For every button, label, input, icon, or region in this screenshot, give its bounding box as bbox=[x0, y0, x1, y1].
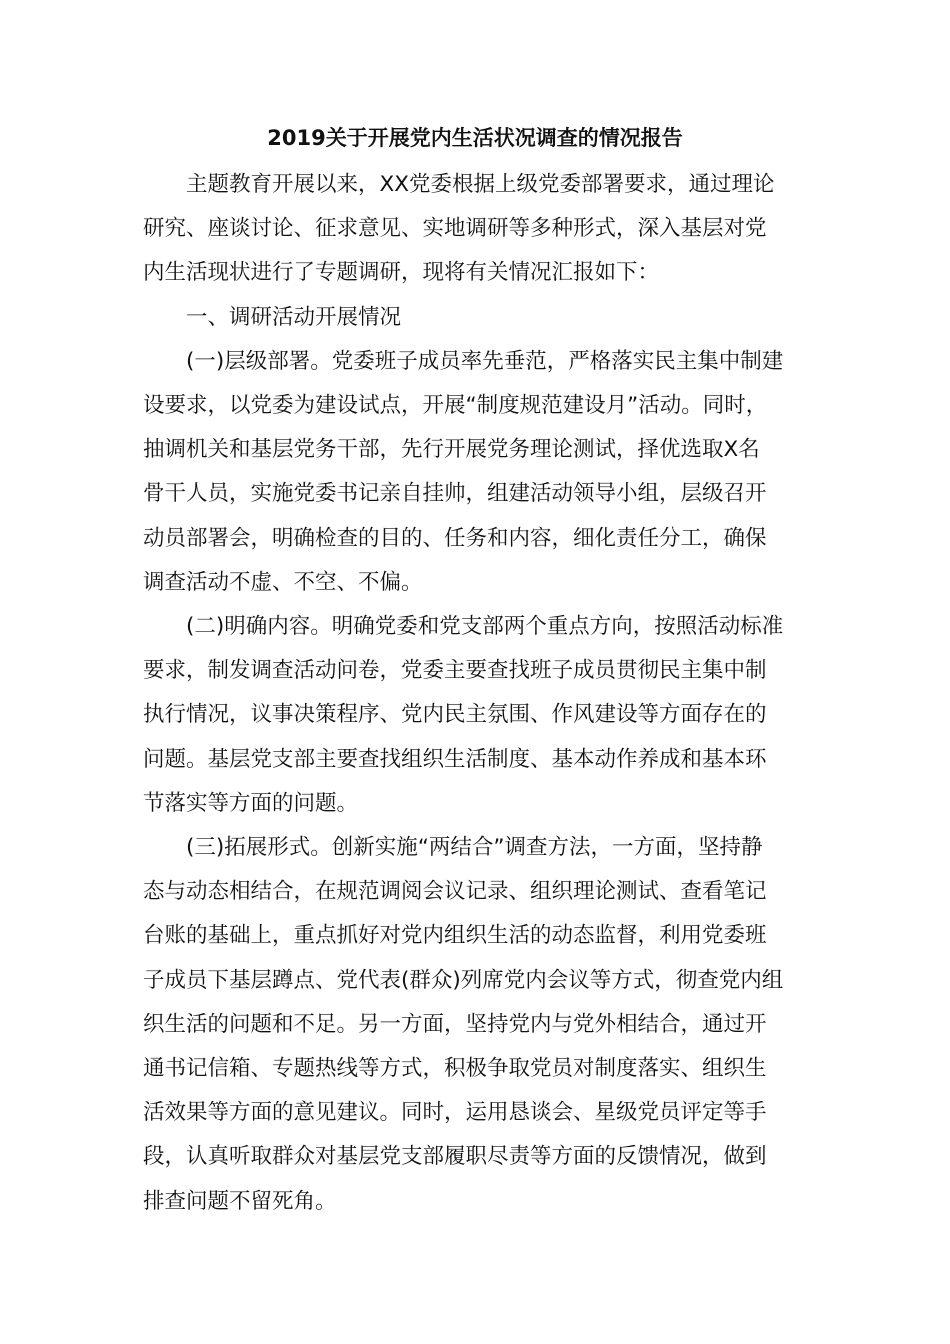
text-line: 调查活动不虚、不空、不偏。 bbox=[143, 570, 423, 595]
text-line: 设要求，以党委为建设试点，开展“制度规范建设月”活动。同时， bbox=[143, 393, 768, 418]
text-line: (三)拓展形式。创新实施“两结合”调查方法，一方面，坚持静 bbox=[186, 835, 763, 860]
text-line: 节落实等方面的问题。 bbox=[143, 791, 359, 816]
text-line: 抽调机关和基层党务干部，先行开展党务理论测试，择优选取X名 bbox=[143, 437, 760, 462]
text-line: 段，认真听取群众对基层党支部履职尽责等方面的反馈情况，做到 bbox=[143, 1144, 767, 1169]
text-line: 子成员下基层蹲点、党代表(群众)列席党内会议等方式，彻查党内组 bbox=[143, 968, 784, 993]
text-line: 通书记信箱、专题热线等方式，积极争取党员对制度落实、组织生 bbox=[143, 1056, 767, 1081]
text-line: 要求，制发调查活动问卷，党委主要查找班子成员贯彻民主集中制 bbox=[143, 658, 767, 683]
text-line: 问题。基层党支部主要查找组织生活制度、基本动作养成和基本环 bbox=[143, 747, 767, 772]
text-line: 台账的基础上，重点抓好对党内组织生活的动态监督，利用党委班 bbox=[143, 923, 767, 948]
section-heading: 一、调研活动开展情况 bbox=[186, 305, 402, 330]
text-line: (一)层级部署。党委班子成员率先垂范，严格落实民主集中制建 bbox=[186, 349, 784, 374]
text-line: 骨干人员，实施党委书记亲自挂帅，组建活动领导小组，层级召开 bbox=[143, 481, 767, 506]
document-title: 2019关于开展党内生活状况调查的情况报告 bbox=[267, 126, 683, 150]
text-line: (二)明确内容。明确党委和党支部两个重点方向，按照活动标准 bbox=[186, 614, 784, 639]
text-line: 态与动态相结合，在规范调阅会议记录、组织理论测试、查看笔记 bbox=[143, 879, 767, 904]
text-line: 排查问题不留死角。 bbox=[143, 1189, 337, 1214]
text-line: 研究、座谈讨论、征求意见、实地调研等多种形式，深入基层对党 bbox=[143, 216, 767, 241]
text-line: 织生活的问题和不足。另一方面，坚持党内与党外相结合，通过开 bbox=[143, 1012, 767, 1037]
text-line: 内生活现状进行了专题调研，现将有关情况汇报如下： bbox=[143, 260, 660, 285]
text-line: 执行情况，议事决策程序、党内民主氛围、作风建设等方面存在的 bbox=[143, 702, 767, 727]
text-line: 活效果等方面的意见建议。同时，运用恳谈会、星级党员评定等手 bbox=[143, 1100, 767, 1125]
text-line: 动员部署会，明确检查的目的、任务和内容，细化责任分工，确保 bbox=[143, 526, 767, 551]
text-line: 主题教育开展以来，XX党委根据上级党委部署要求，通过理论 bbox=[186, 172, 775, 197]
